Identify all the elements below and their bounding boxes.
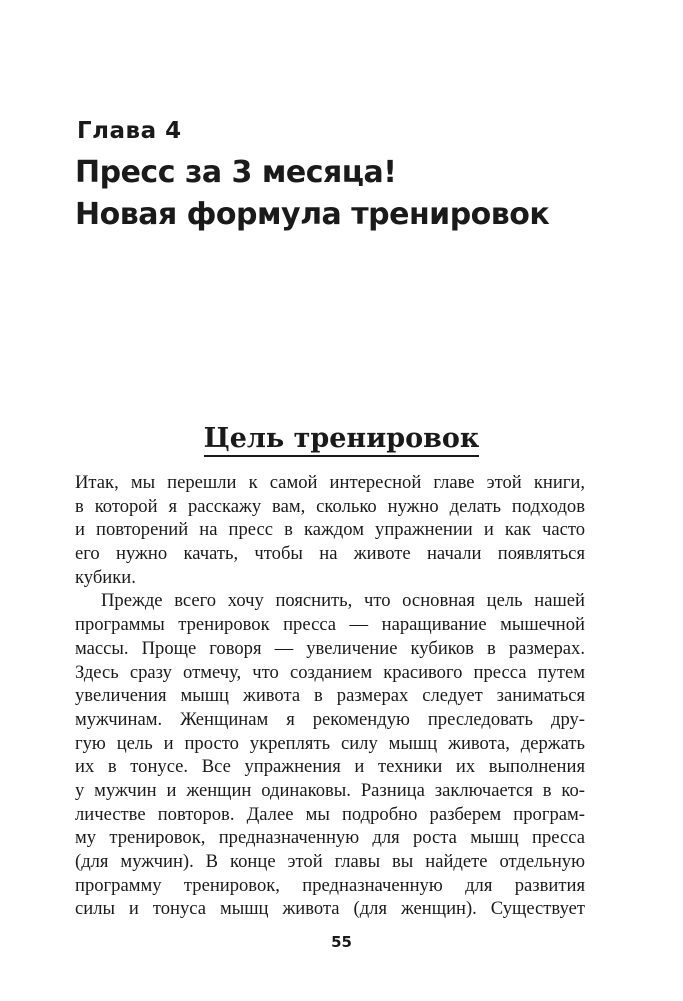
text-line: Прежде всего хочу пояснить, что основная цель нашей	[101, 590, 585, 612]
text-line: увеличения мышц живота в размерах следует заниматься	[75, 685, 585, 707]
section-heading	[0, 422, 683, 456]
text-line: мужчинам. Женщинам я рекомендую преследовать дру-	[75, 708, 585, 730]
text-line: гую цель и просто укреплять силу мышц живота, держать	[75, 732, 585, 754]
text-line: его нужно качать, чтобы на животе начали появляться	[75, 543, 585, 565]
chapter-title-line: Пресс за 3 месяца!	[75, 155, 397, 190]
text-line: Здесь сразу отмечу, что созданием красивого пресса путем	[75, 661, 585, 683]
text-line: их в тонусе. Все упражнения и техники их выполнения	[75, 756, 585, 778]
section-heading-text: Цель тренировок	[204, 423, 480, 457]
text-line: му тренировок, предназначенную для роста мышц пресса	[75, 827, 585, 849]
text-line: и повторений на пресс в каждом упражнении и как часто	[75, 519, 585, 541]
text-line: силы и тонуса мышц живота (для женщин). Существует	[75, 898, 585, 920]
text-line: в которой я расскажу вам, сколько нужно делать подходов	[75, 495, 585, 517]
text-line: массы. Проще говоря — увеличение кубиков в размерах.	[75, 637, 585, 659]
text-line: Итак, мы перешли к самой интересной главе этой книги,	[75, 472, 585, 493]
body-text	[75, 471, 585, 921]
chapter-label: Глава 4	[77, 118, 182, 144]
text-line: программу тренировок, предназначенную для развития	[75, 874, 585, 896]
text-line: (для мужчин). В конце этой главы вы найдете отдельную	[75, 851, 585, 872]
chapter-title	[75, 152, 635, 236]
text-line: кубики.	[75, 566, 136, 588]
text-line: у мужчин и женщин одинаковы. Разница заключается в ко-	[75, 779, 585, 801]
text-line: программы тренировок пресса — наращивание мышечной	[75, 614, 585, 636]
paragraph	[75, 589, 585, 921]
chapter-title-line: Новая формула тренировок	[75, 197, 550, 232]
text-line: личестве повторов. Далее мы подробно разберем програм-	[75, 803, 585, 825]
page-number: 55	[331, 933, 352, 951]
paragraph	[75, 471, 585, 589]
